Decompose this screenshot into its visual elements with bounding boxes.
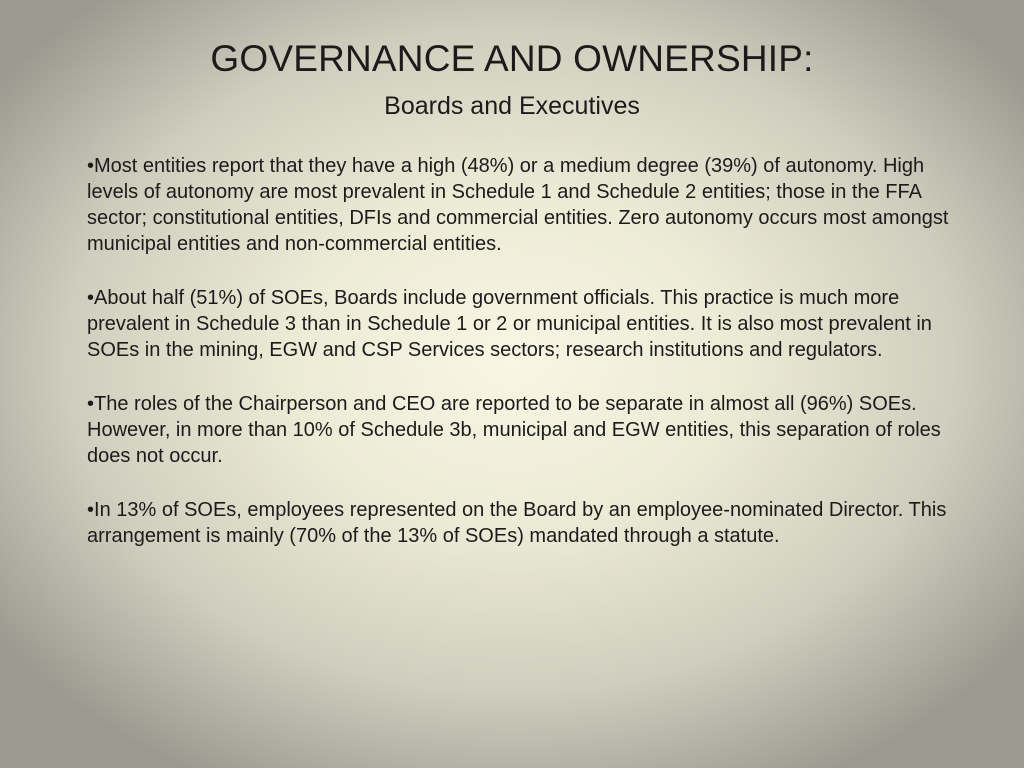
bullet-item xyxy=(87,285,949,363)
bullet-item xyxy=(87,497,949,549)
bullet-marker: • xyxy=(87,393,95,415)
bullet-marker: • xyxy=(87,155,95,177)
slide-subtitle: Boards and Executives xyxy=(384,92,640,120)
bullet-text: About half (51%) of SOEs, Boards include government officials. This practice is much more prevalent in Schedule 3 than in Schedule 1 or 2 or municipal entities. It is also most prevalent in SOEs in the mining, EGW and CSP Services sectors; research institutions and regulators. xyxy=(87,287,932,361)
bullet-item xyxy=(87,153,949,257)
bullet-marker: • xyxy=(87,287,95,309)
slide-title: GOVERNANCE AND OWNERSHIP: xyxy=(210,38,814,79)
bullet-text: Most entities report that they have a high (48%) or a medium degree (39%) of autonomy. High levels of autonomy are most prevalent in Schedule 1 and Schedule 2 entities; those in the FFA sector; constitutional entities, DFIs and commercial entities. Zero autonomy occurs most amongst municipal entities and non-commercial entities. xyxy=(87,155,949,255)
bullet-list xyxy=(87,153,949,577)
bullet-text: In 13% of SOEs, employees represented on the Board by an employee-nominated Director. This arrangement is mainly (70% of the 13% of SOEs) mandated through a statute. xyxy=(87,499,947,547)
bullet-item xyxy=(87,391,949,469)
bullet-text: The roles of the Chairperson and CEO are reported to be separate in almost all (96%) SOEs. However, in more than 10% of Schedule 3b, municipal and EGW entities, this separation of roles does not occur. xyxy=(87,393,941,467)
bullet-marker: • xyxy=(87,499,95,521)
